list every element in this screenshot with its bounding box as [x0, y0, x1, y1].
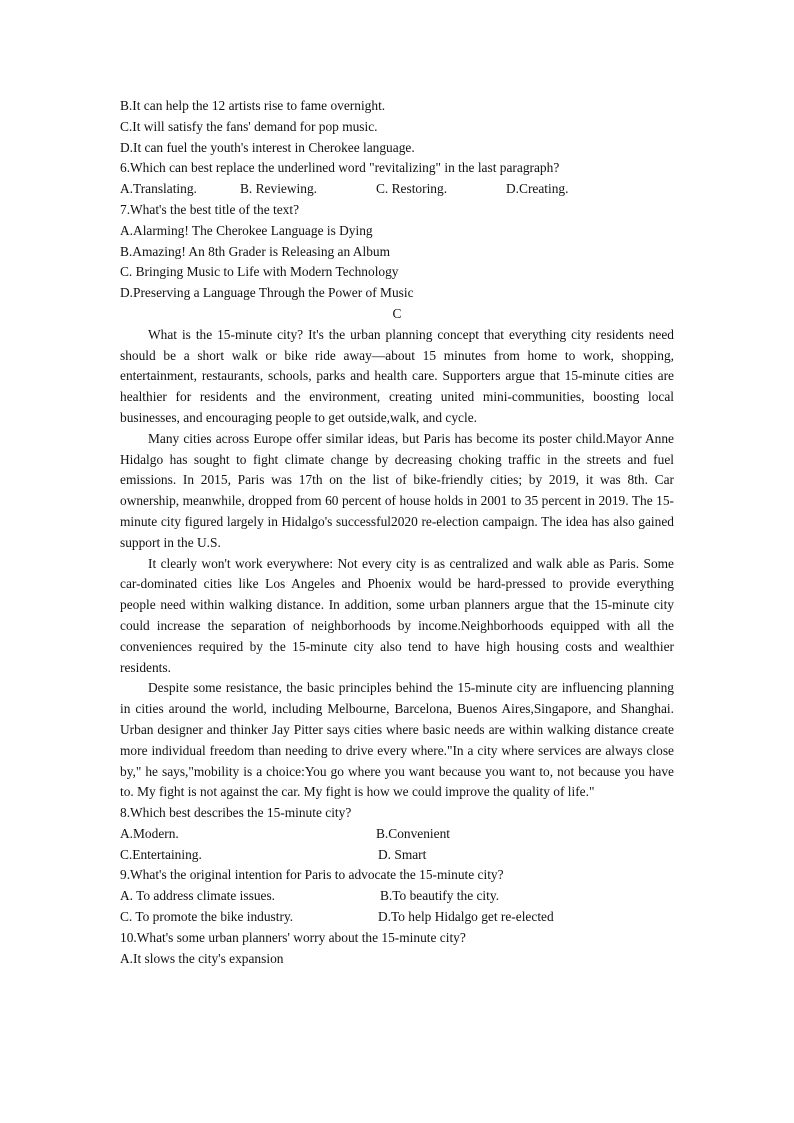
q9-options-row-1: [120, 886, 674, 907]
q5-option-c: C.It will satisfy the fans' demand for pop music.: [120, 118, 378, 134]
q7-question: 7.What's the best title of the text?: [120, 201, 300, 217]
q9-option-d: D.To help Hidalgo get re-elected: [378, 909, 554, 925]
passage-c-label: C: [392, 305, 402, 321]
q8-option-a: A.Modern.: [120, 825, 179, 841]
q9-options-row-2: [120, 907, 674, 928]
q7-option-d: D.Preserving a Language Through the Power of Music: [120, 285, 414, 301]
q8-question: 8.Which best describes the 15-minute city?: [120, 805, 352, 821]
passage-c-paragraph-1: What is the 15-minute city? It's the urban planning concept that everything city residents need should be a short walk or bike ride away—about 15 minutes from home to work, shopping, entertainment, restaurants, schools, parks and health care. Supporters argue that 15-minute cities are healthier for residents and the environment, creating united mini-communities, boosting local businesses, and encouraging people to get outside,walk, and cycle.: [120, 326, 674, 425]
q9-option-a: A. To address climate issues.: [120, 888, 276, 904]
q9-option-b: B.To beautify the city.: [380, 888, 500, 904]
passage-c-paragraph-4: Despite some resistance, the basic principles behind the 15-minute city are influencing planning in cities around the world, including Melbourne, Barcelona, Buenos Aires,Singapore, and Shanghai. Urban designer and thinker Jay Pitter says cities where basic needs are within walking distance create more individual freedom than needing to drive every where."In a city where services are always close by," he says,"mobility is a choice:You go where you want because you want to, not because you have to. My fight is not against the car. My fight is how we could improve the quality of life.": [120, 680, 674, 800]
q9-question: 9.What's the original intention for Paris to advocate the 15-minute city?: [120, 867, 504, 883]
q10-option-a: A.It slows the city's expansion: [120, 950, 284, 966]
q6-options: [120, 179, 674, 200]
q5-option-d: D.It can fuel the youth's interest in Cherokee language.: [120, 139, 415, 155]
q5-option-b: B.It can help the 12 artists rise to fame overnight.: [120, 98, 386, 113]
q8-options-row-2: [120, 845, 674, 866]
passage-c-paragraph-2: Many cities across Europe offer similar ideas, but Paris has become its poster child.Mayor Anne Hidalgo has sought to fight climate change by decreasing choking traffic in the streets and fuel emissions. In 2015, Paris was 17th on the list of bike-friendly cities; by 2019, it was 8th. Car ownership, meanwhile, dropped from 60 percent of house holds in 2001 to 35 percent in 2019. The 15-minute city figured largely in Hidalgo's successful2020 re-election campaign. The idea has also gained support in the U.S.: [120, 430, 674, 550]
q6-option-d: D.Creating.: [506, 181, 569, 197]
q8-option-c: C.Entertaining.: [120, 846, 202, 862]
q7-option-c: C. Bringing Music to Life with Modern Technology: [120, 264, 399, 280]
q6-option-b: B. Reviewing.: [240, 181, 317, 197]
q8-option-d: D. Smart: [378, 846, 427, 862]
q6-option-a: A.Translating.: [120, 181, 197, 197]
q8-options-row-1: [120, 824, 674, 845]
page-content: [120, 96, 674, 969]
q7-option-b: B.Amazing! An 8th Grader is Releasing an Album: [120, 243, 390, 259]
passage-c-paragraph-3: It clearly won't work everywhere: Not every city is as centralized and walk able as Paris. Some car-dominated cities like Los Angeles and Phoenix would be hard-pressed to provide everything people need within walking distance. In addition, some urban planners argue that the 15-minute city could increase the separation of neighborhoods by income.Neighborhoods equipped with all the conveniences required by the 15-minute city also tend to have high housing costs and wealthier residents.: [120, 555, 674, 675]
q10-question: 10.What's some urban planners' worry about the 15-minute city?: [120, 929, 466, 945]
q8-option-b: B.Convenient: [376, 825, 451, 841]
q6-option-c: C. Restoring.: [376, 181, 448, 197]
q6-question: 6.Which can best replace the underlined word "revitalizing" in the last paragraph?: [120, 160, 560, 176]
q9-option-c: C. To promote the bike industry.: [120, 909, 294, 925]
q7-option-a: A.Alarming! The Cherokee Language is Dying: [120, 222, 373, 238]
